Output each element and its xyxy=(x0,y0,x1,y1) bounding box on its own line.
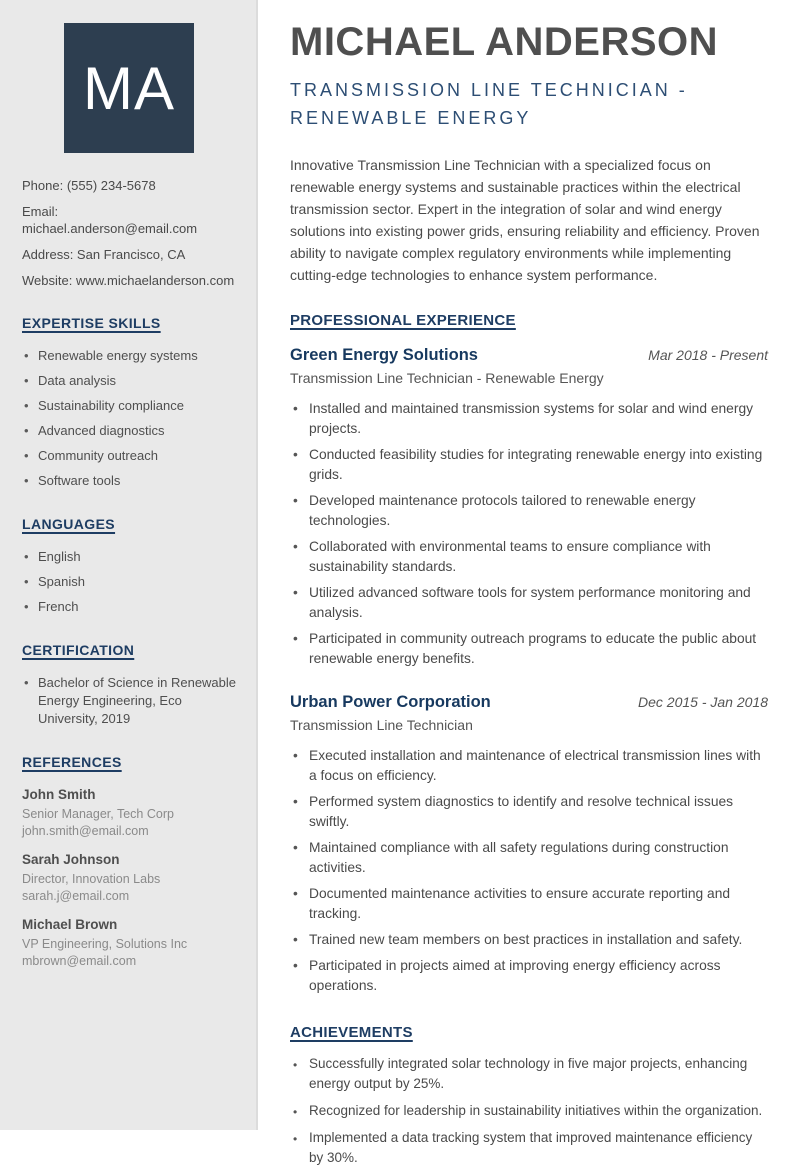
skill-item: • Community outreach xyxy=(22,447,236,465)
reference-name: Michael Brown xyxy=(22,917,118,932)
summary-paragraph: Innovative Transmission Line Technician with a specialized focus on renewable energy systems and sustainable practices within the electrical transmission sector. Expert in the integration of solar and wind energy solutions into existing power grids, ensuring reliability and efficiency. Proven ability to navigate complex regulatory environments while implementing cutting-edge technologies to enhance system performance. xyxy=(290,157,760,283)
person-job-title: TRANSMISSION LINE TECHNICIAN - RENEWABLE ENERGY xyxy=(290,80,688,128)
avatar xyxy=(64,23,194,153)
language-item: • French xyxy=(22,598,236,616)
section-certification xyxy=(22,642,236,728)
achievement-bullet: • Recognized for leadership in sustainability initiatives within the organization. xyxy=(290,1101,768,1121)
contact-info xyxy=(22,177,236,289)
job-position: Transmission Line Technician xyxy=(290,717,473,733)
job-bullet: • Installed and maintained transmission systems for solar and wind energy projects. xyxy=(290,399,768,439)
reference-person xyxy=(22,916,236,970)
section-references xyxy=(22,754,236,970)
job-header xyxy=(290,346,768,365)
certification-list xyxy=(22,674,236,728)
job-dates: Dec 2015 - Jan 2018 xyxy=(638,694,768,710)
section-achievements xyxy=(290,1024,768,1168)
sidebar xyxy=(0,0,258,1130)
expertise-skills-list xyxy=(22,347,236,490)
experience-job-2 xyxy=(290,693,768,996)
reference-email: mbrown@email.com xyxy=(22,954,137,968)
job-bullet: • Trained new team members on best practices in installation and safety. xyxy=(290,930,768,950)
reference-role: Senior Manager, Tech Corp xyxy=(22,807,174,821)
job-bullet: • Participated in projects aimed at improving energy efficiency across operations. xyxy=(290,956,768,996)
job-header xyxy=(290,693,768,712)
job-bullet: • Conducted feasibility studies for integrating renewable energy into existing grids. xyxy=(290,445,768,485)
reference-person xyxy=(22,851,236,905)
job-bullet: • Participated in community outreach programs to educate the public about renewable energy benefits. xyxy=(290,629,768,669)
section-expertise-skills xyxy=(22,315,236,490)
professional-experience-heading: PROFESSIONAL EXPERIENCE xyxy=(290,312,516,329)
achievement-bullet: • Implemented a data tracking system that improved maintenance efficiency by 30%. xyxy=(290,1128,768,1168)
job-bullet-list xyxy=(290,399,768,669)
job-bullet: • Collaborated with environmental teams to ensure compliance with sustainability standards. xyxy=(290,537,768,577)
certification-item: • Bachelor of Science in Renewable Energy Engineering, Eco University, 2019 xyxy=(22,674,236,728)
company-name: Urban Power Corporation xyxy=(290,693,491,711)
reference-name: John Smith xyxy=(22,787,96,802)
skill-item: • Advanced diagnostics xyxy=(22,422,236,440)
job-bullet: • Documented maintenance activities to ensure accurate reporting and tracking. xyxy=(290,884,768,924)
achievements-heading: ACHIEVEMENTS xyxy=(290,1024,413,1041)
languages-list xyxy=(22,548,236,616)
job-bullet: • Maintained compliance with all safety regulations during construction activities. xyxy=(290,838,768,878)
achievements-list xyxy=(290,1054,768,1168)
job-bullet: • Executed installation and maintenance of electrical transmission lines with a focus on efficiency. xyxy=(290,746,768,786)
references-heading: REFERENCES xyxy=(22,754,122,770)
job-bullet: • Performed system diagnostics to identify and resolve technical issues swiftly. xyxy=(290,792,768,832)
avatar-initials: MA xyxy=(83,54,175,122)
language-item: • English xyxy=(22,548,236,566)
expertise-skills-heading: EXPERTISE SKILLS xyxy=(22,315,161,331)
job-dates: Mar 2018 - Present xyxy=(648,347,768,363)
skill-item: • Software tools xyxy=(22,472,236,490)
languages-heading: LANGUAGES xyxy=(22,516,116,532)
skill-item: • Data analysis xyxy=(22,372,236,390)
contact-line: Website: www.michaelanderson.com xyxy=(22,273,235,288)
references-list xyxy=(22,786,236,970)
skill-item: • Renewable energy systems xyxy=(22,347,236,365)
reference-person xyxy=(22,786,236,840)
achievement-bullet: • Successfully integrated solar technology in five major projects, enhancing energy output by 25%. xyxy=(290,1054,768,1094)
contact-line: Email: michael.anderson@email.com xyxy=(22,204,198,236)
job-position: Transmission Line Technician - Renewable Energy xyxy=(290,370,604,386)
experience-job-1 xyxy=(290,346,768,669)
reference-email: sarah.j@email.com xyxy=(22,889,130,903)
contact-line: Address: San Francisco, CA xyxy=(22,247,186,262)
reference-role: Director, Innovation Labs xyxy=(22,872,161,886)
company-name: Green Energy Solutions xyxy=(290,346,478,364)
section-languages xyxy=(22,516,236,616)
contact-line: Phone: (555) 234-5678 xyxy=(22,178,156,193)
reference-email: john.smith@email.com xyxy=(22,824,149,838)
certification-heading: CERTIFICATION xyxy=(22,642,135,658)
reference-name: Sarah Johnson xyxy=(22,852,120,867)
reference-role: VP Engineering, Solutions Inc xyxy=(22,937,188,951)
person-name: MICHAEL ANDERSON xyxy=(290,20,719,64)
main-content xyxy=(258,0,800,1165)
skill-item: • Sustainability compliance xyxy=(22,397,236,415)
job-bullet: • Developed maintenance protocols tailored to renewable energy technologies. xyxy=(290,491,768,531)
language-item: • Spanish xyxy=(22,573,236,591)
job-bullet: • Utilized advanced software tools for system performance monitoring and analysis. xyxy=(290,583,768,623)
job-bullet-list xyxy=(290,746,768,996)
